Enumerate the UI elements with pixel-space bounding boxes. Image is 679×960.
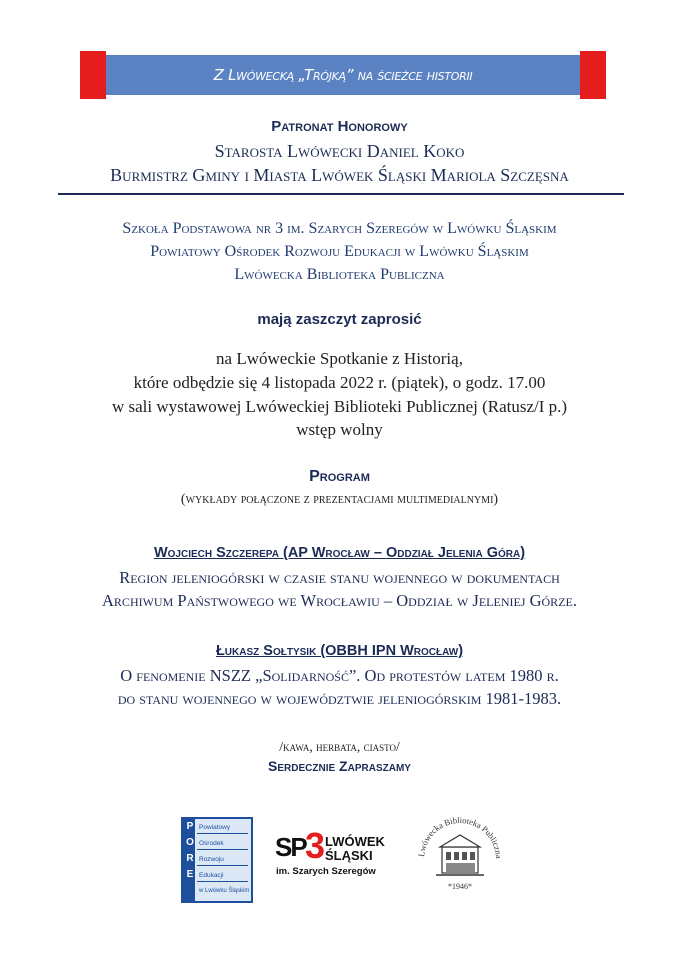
refreshments-note: /kawa, herbata, ciasto/ [279,739,400,754]
pore-letter-p: P [186,821,194,832]
pore-word-3: Rozwoju [199,856,224,863]
event-line-1: na Lwóweckie Spotkanie z Historią, [216,349,463,368]
patronage-line-2: Burmistrz Gminy i Miasta Lwówek Śląski Mariola Szczęsna [110,165,569,185]
pore-letter-o: O [186,837,194,848]
library-building-icon [410,805,510,905]
sp3-town-line-1: LWÓWEK [325,834,385,849]
organizer-school: Szkoła Podstawowa nr 3 im. Szarych Szeregów w Lwówku Śląskim [122,220,557,237]
library-logo [410,805,510,905]
pore-letter-r: R [186,853,194,864]
library-year: *1946* [448,882,472,891]
talk-1-title-line-2: Archiwum Państwowego we Wrocławiu – Oddział w Jeleniej Górze. [102,591,577,610]
program-heading: Program [309,468,370,485]
talk-2-title-line-1: O fenomenie NSZZ „Solidarność”. Od protestów latem 1980 r. [120,666,559,685]
banner-left-flag [80,51,106,99]
pore-word-4: Edukacji [199,872,224,879]
event-entry-line: wstęp wolny [296,420,383,439]
invite-text: mają zaszczyt zaprosić [257,311,422,328]
event-date-line: które odbędzie się 4 listopada 2022 r. (piątek), o godz. 17.00 [133,373,546,392]
welcome-text: Serdecznie Zapraszamy [268,758,411,774]
pore-place: w Lwówku Śląskim [199,888,250,894]
sp3-logo [275,825,390,882]
title-banner [80,55,606,95]
sp3-subtitle: im. Szarych Szeregów [276,866,376,877]
sp3-letters: SP [275,832,306,862]
library-circle-text: Lwówecka Biblioteka Publiczna [416,814,505,859]
patronage-heading: Patronat Honorowy [271,118,408,135]
sp3-town-line-2: ŚLĄSKI [325,848,373,863]
talk-1-title-line-1: Region jeleniogórski w czasie stanu wojennego w dokumentach [119,568,560,587]
organizer-pore: Powiatowy Ośrodek Rozwoju Edukacji w Lwówku Śląskim [150,243,529,260]
pore-word-1: Powiatowy [199,824,231,831]
pore-rule [197,849,248,850]
pore-letter-e: E [186,869,194,880]
program-note: (wykłady połączone z prezentacjami multimedialnymi) [180,492,499,507]
talk-1-speaker: Wojciech Szczerepa (AP Wrocław – Oddział Jelenia Góra) [153,545,526,561]
event-venue-line: w sali wystawowej Lwóweckiej Biblioteki Publicznej (Ratusz/I p.) [111,397,568,416]
banner-title: Z Lwówecką „Trójką” na ścieżce historii [213,66,473,84]
pore-rule [197,865,248,866]
pore-logo [181,817,253,903]
divider [58,193,624,195]
pore-rule [197,833,248,834]
pore-word-2: Ośrodek [199,840,224,847]
pore-rule [197,881,248,882]
talk-2-speaker: Łukasz Sołtysik (OBBH IPN Wrocław) [215,643,464,659]
talk-2-title-line-2: do stanu wojennego w województwie jeleniogórskim 1981-1983. [117,689,562,708]
sp3-number: 3 [305,825,326,866]
patronage-line-1: Starosta Lwówecki Daniel Koko [214,141,465,161]
organizer-library: Lwówecka Biblioteka Publiczna [234,266,445,283]
banner-right-flag [580,51,606,99]
